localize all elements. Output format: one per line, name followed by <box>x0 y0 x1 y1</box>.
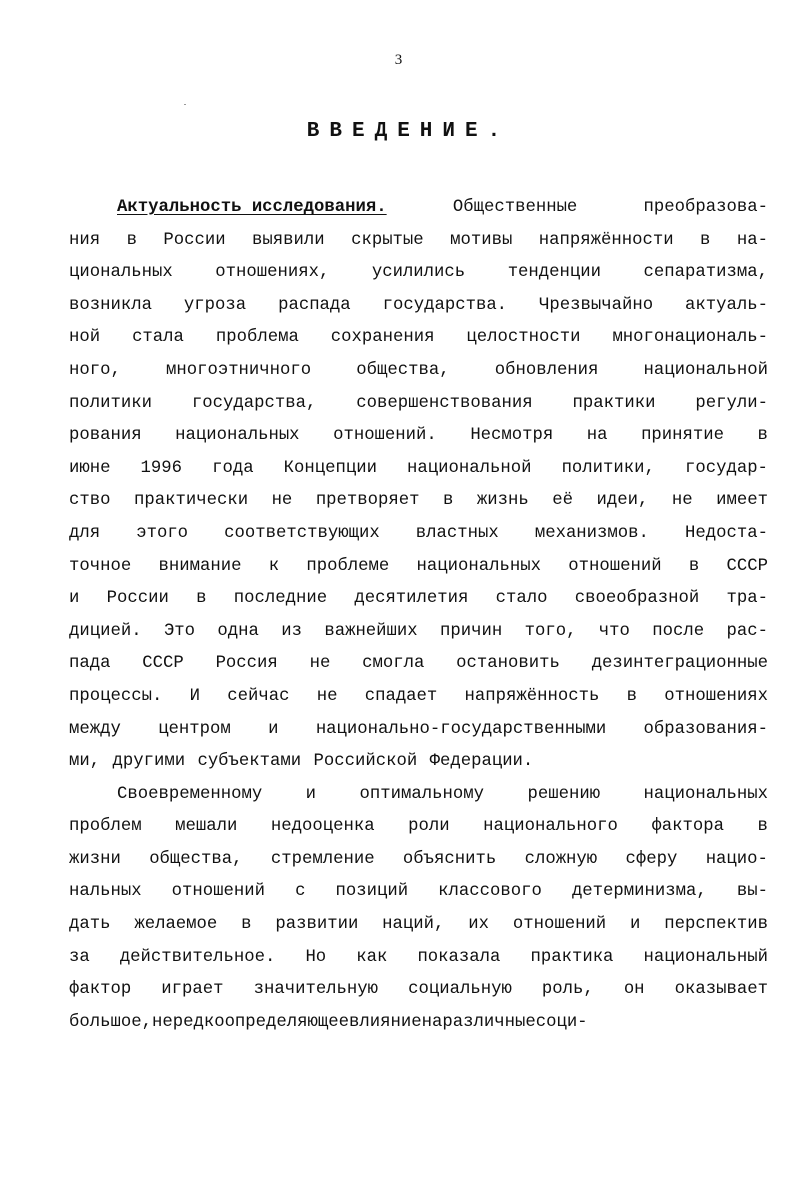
word: проблеме <box>306 556 390 576</box>
word: отношений <box>512 915 607 935</box>
word: И <box>189 686 200 706</box>
word: актуаль- <box>685 295 768 315</box>
word: проблем <box>69 817 142 837</box>
word: соответствующих <box>224 523 380 543</box>
text-line <box>69 192 768 225</box>
word: сферу <box>625 849 678 869</box>
word: социальную <box>408 980 512 1000</box>
word: показала <box>417 947 501 967</box>
word: рования <box>69 426 142 446</box>
word: СССР <box>142 654 184 674</box>
word: позиций <box>335 882 409 902</box>
word: политики, <box>561 458 655 478</box>
text-line <box>69 1007 768 1040</box>
word: роль, <box>541 980 594 1000</box>
section-title: ВВЕДЕНИЕ. <box>306 120 511 143</box>
word: возникла <box>69 295 152 315</box>
word: и <box>268 719 279 739</box>
word: внимание <box>158 556 242 576</box>
word: ство <box>69 491 111 511</box>
word: не <box>671 491 693 511</box>
word: соци- <box>535 1012 588 1032</box>
word: играет <box>161 980 224 1000</box>
word: стало <box>495 589 548 609</box>
word: этого <box>136 523 189 543</box>
word: Общественные <box>452 198 578 217</box>
word: национального <box>483 817 618 837</box>
word: одна <box>217 621 259 641</box>
word: их <box>468 915 489 935</box>
word: жизнь <box>476 491 529 511</box>
word: Несмотря <box>470 426 554 446</box>
word: десятилетия <box>354 589 469 609</box>
word: в <box>757 426 768 446</box>
text-line <box>69 290 768 323</box>
word: Концепции <box>283 458 377 478</box>
word: фактора <box>651 817 725 837</box>
word: роли <box>408 817 450 837</box>
word: СССР <box>726 556 768 576</box>
word: национально-государственными <box>315 719 607 739</box>
word: в <box>126 230 137 250</box>
word: тра- <box>726 589 768 609</box>
text-line <box>69 876 768 909</box>
text-line <box>69 779 768 812</box>
word: решению <box>527 784 601 804</box>
word: между <box>69 719 121 739</box>
word: жизни <box>69 849 121 869</box>
text-line <box>69 322 768 355</box>
word: для <box>69 523 101 543</box>
word: фактор <box>69 980 132 1000</box>
word: национальных <box>416 556 541 576</box>
text-line <box>69 616 768 649</box>
word: центром <box>158 719 231 739</box>
word: не <box>271 491 293 511</box>
word: детерминизма, <box>571 882 707 902</box>
text-line <box>69 420 768 453</box>
text-line <box>69 583 768 616</box>
word: национальной <box>643 360 768 380</box>
text-line <box>69 909 768 942</box>
word: отношениях <box>664 686 768 706</box>
word: Россия <box>215 654 278 674</box>
word: целостности <box>466 328 581 348</box>
word: выявили <box>252 230 325 250</box>
word: нальных <box>69 882 142 902</box>
word: оптимальному <box>359 784 484 804</box>
word: не <box>309 654 331 674</box>
word: своеобразной <box>574 589 700 609</box>
text-line <box>69 257 768 290</box>
word: объяснить <box>402 849 497 869</box>
text-line <box>69 942 768 975</box>
text-line <box>69 453 768 486</box>
word: оказывает <box>674 980 768 1000</box>
word: и <box>69 589 80 609</box>
word: практики <box>572 393 656 413</box>
word: образования- <box>643 719 768 739</box>
word: Это <box>163 621 196 641</box>
word: действительное. <box>119 947 276 967</box>
word: мотивы <box>450 230 513 250</box>
word: в <box>443 491 454 511</box>
text-line <box>69 746 768 779</box>
word: механизмов. <box>534 523 649 543</box>
word: в <box>241 915 252 935</box>
word: сохранения <box>330 328 435 348</box>
word: отношений <box>171 882 265 902</box>
word: в <box>757 817 768 837</box>
word: из <box>281 621 302 641</box>
word: Но <box>305 947 327 967</box>
text-line <box>69 648 768 681</box>
word: в <box>700 230 711 250</box>
word: национальных <box>643 784 768 804</box>
word: практически <box>133 491 249 511</box>
text-line <box>69 551 768 584</box>
word: усилились <box>371 263 466 283</box>
word: пада <box>69 654 111 674</box>
word: большое, <box>69 1012 152 1032</box>
word: ной <box>69 328 101 348</box>
word: национальный <box>643 947 768 967</box>
text-line <box>69 388 768 421</box>
word: он <box>623 980 645 1000</box>
word: циональных <box>69 263 173 283</box>
word: общества, <box>356 360 450 380</box>
word: года <box>212 458 254 478</box>
text-line <box>69 355 768 388</box>
word: отношений. <box>333 426 437 446</box>
word: принятие <box>641 426 725 446</box>
word: причин <box>440 621 503 641</box>
word: за <box>69 947 90 967</box>
word: идеи, <box>596 491 649 511</box>
word: общества, <box>149 849 243 869</box>
word: как <box>356 947 388 967</box>
word: напряжённость <box>464 686 600 706</box>
word: проблема <box>215 328 299 348</box>
word: 1996 <box>140 458 183 478</box>
word: последние <box>233 589 328 609</box>
word: смогла <box>362 654 425 674</box>
word: скрытые <box>351 230 424 250</box>
word: отношений <box>568 556 662 576</box>
word: дезинтеграционные <box>591 654 768 674</box>
word: стремление <box>270 849 375 869</box>
word: распада <box>278 295 351 315</box>
word: политики <box>69 393 152 413</box>
word: июне <box>69 458 111 478</box>
word: нередко <box>151 1012 225 1032</box>
word: её <box>552 491 574 511</box>
text-line <box>69 714 768 747</box>
word: на- <box>736 230 768 250</box>
page-number: 3 <box>394 52 403 68</box>
word: государ- <box>684 458 768 478</box>
word: ния <box>69 230 101 250</box>
word: наций, <box>382 915 445 935</box>
word: что <box>598 621 630 641</box>
word: развитии <box>275 915 359 935</box>
word: и <box>630 915 641 935</box>
text-line <box>69 518 768 551</box>
word: отношениях, <box>215 263 330 283</box>
word: классового <box>438 882 542 902</box>
word: многоэтничного <box>165 360 312 380</box>
word: России <box>163 230 226 250</box>
word: Чрезвычайно <box>539 295 654 315</box>
word: сепаратизма, <box>643 263 768 283</box>
word: стала <box>132 328 184 348</box>
word: тенденции <box>507 263 602 283</box>
word: обновления <box>494 360 599 380</box>
word: различные <box>442 1012 536 1032</box>
word: влияние <box>349 1012 422 1032</box>
word: властных <box>415 523 499 543</box>
word: государства. <box>382 295 508 315</box>
word: национальной <box>407 458 532 478</box>
word: практика <box>530 947 614 967</box>
word: мешали <box>175 817 238 837</box>
word: и <box>305 784 317 804</box>
body-text <box>69 192 768 1039</box>
word: точное <box>69 556 132 576</box>
word: государства, <box>191 393 317 413</box>
word: определяющее <box>224 1012 350 1032</box>
word: не <box>316 686 338 706</box>
word: Недоста- <box>684 523 768 543</box>
word: претворяет <box>315 491 420 511</box>
text-line <box>69 811 768 844</box>
text-line <box>69 974 768 1007</box>
word: сложную <box>524 849 598 869</box>
text-line <box>69 485 768 518</box>
word: угроза <box>183 295 247 315</box>
word: дать <box>69 915 111 935</box>
word: на <box>421 1012 443 1032</box>
word: важнейших <box>324 621 418 641</box>
word: процессы. <box>69 686 163 706</box>
word: в <box>688 556 700 576</box>
text-line <box>69 681 768 714</box>
word: остановить <box>456 654 560 674</box>
word: преобразова- <box>643 198 768 217</box>
word: в <box>626 686 637 706</box>
word: совершенствования <box>356 393 533 413</box>
word: нацио- <box>705 849 768 869</box>
word: регули- <box>695 393 768 413</box>
word: перспектив <box>664 915 768 935</box>
word: в <box>196 589 207 609</box>
word: спадает <box>364 686 438 706</box>
word: национальных <box>175 426 300 446</box>
word: к <box>268 556 280 576</box>
scan-speck <box>184 104 186 105</box>
word: на <box>586 426 608 446</box>
word: недооценка <box>270 817 375 837</box>
word: сейчас <box>227 686 290 706</box>
word: вы- <box>736 882 768 902</box>
word: после <box>652 621 705 641</box>
word: желаемое <box>134 915 218 935</box>
word: ного, <box>69 360 121 380</box>
word: рас- <box>726 621 768 641</box>
paragraph-heading: Актуальность исследования. <box>117 198 387 217</box>
word: ми, другими субъектами Российской Федерации. <box>69 752 534 772</box>
word: имеет <box>716 491 768 511</box>
word: Своевременному <box>117 784 263 804</box>
word: напряжённости <box>538 230 674 250</box>
text-line <box>69 225 768 258</box>
word: значительную <box>253 980 379 1000</box>
text-line <box>69 844 768 877</box>
word: с <box>295 882 306 902</box>
word: дицией. <box>69 621 142 641</box>
word: России <box>106 589 169 609</box>
word: многонациональ- <box>612 328 768 348</box>
word: того, <box>524 621 577 641</box>
